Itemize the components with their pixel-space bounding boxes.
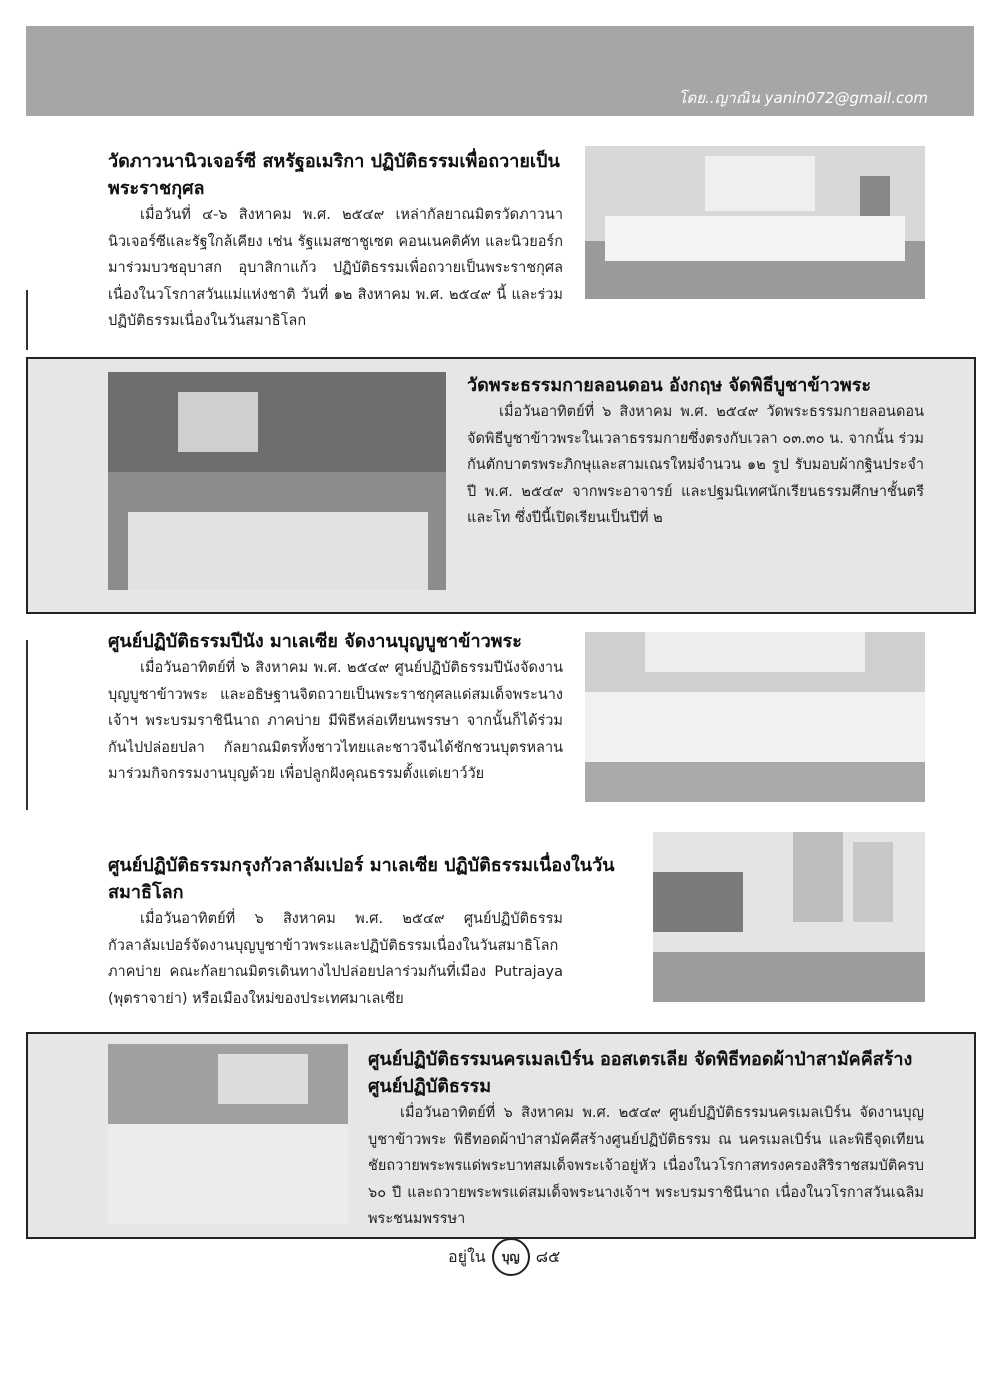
indoor-group-photo bbox=[108, 1044, 348, 1224]
article-melbourne bbox=[368, 1046, 924, 1233]
article-body: เมื่อวันอาทิตย์ที่ ๖ สิงหาคม พ.ศ. ๒๕๔๙ ศูนย์ปฏิบัติธรรมปีนังจัดงานบุญบูชาข้าวพระ และอธิษฐานจิตถวายเป็นพระราชกุศลแด่สมเด็จพระนางเจ้าฯ พระบรมราชินีนาถ ภาคบ่าย มีพิธีหล่อเทียนพรรษา จากนั้นก็ได้ร่วมกันไปปล่อยปลา กัลยาณมิตรทั้งชาวไทยและชาวจีนได้ชักชวนบุตรหลานมาร่วมกิจกรรมงานบุญด้วย เพื่อปลูกฝังคุณธรรมตั้งแต่เยาว์วัย bbox=[108, 660, 563, 782]
article-title: ศูนย์ปฏิบัติธรรมปีนัง มาเลเซีย จัดงานบุญบูชาข้าวพระ bbox=[108, 631, 522, 652]
article-kuala-lumpur bbox=[108, 852, 633, 1012]
article-body: เมื่อวันอาทิตย์ที่ ๖ สิงหาคม พ.ศ. ๒๕๔๙ ศูนย์ปฏิบัติธรรมกัวลาลัมเปอร์จัดงานบุญบูชาข้าวพระและปฏิบัติธรรมเนื่องในวันสมาธิโลก ภาคบ่าย คณะกัลยาณมิตรเดินทางไปปล่อยปลาร่วมกันที่เมือง Putrajaya (พุตราจาย่า) หรือเมืองใหม่ของประเทศมาเลเซีย bbox=[108, 911, 563, 1007]
byline: โดย..ญาณิน yanin072@gmail.com bbox=[678, 89, 928, 107]
margin-rule bbox=[26, 640, 28, 810]
margin-rule bbox=[26, 290, 28, 350]
footer bbox=[448, 1238, 560, 1276]
outdoor-group-photo bbox=[653, 832, 925, 1002]
article-london bbox=[467, 372, 924, 532]
article-title: วัดพระธรรมกายลอนดอน อังกฤษ จัดพิธีบูชาข้าวพระ bbox=[467, 375, 872, 396]
article-title: ศูนย์ปฏิบัติธรรมกรุงกัวลาลัมเปอร์ มาเลเซีย ปฏิบัติธรรมเนื่องในวันสมาธิโลก bbox=[108, 855, 615, 903]
article-new-jersey bbox=[108, 148, 563, 335]
magazine-logo: บุญ bbox=[492, 1238, 530, 1276]
magazine-name: อยู่ใน bbox=[448, 1246, 486, 1266]
ceremony-photo bbox=[108, 372, 446, 590]
group-photo bbox=[585, 146, 925, 299]
group-photo bbox=[585, 632, 925, 802]
article-body: เมื่อวันอาทิตย์ที่ ๖ สิงหาคม พ.ศ. ๒๕๔๙ วัดพระธรรมกายลอนดอน จัดพิธีบูชาข้าวพระในเวลาธรรมกายซึ่งตรงกับเวลา ๐๓.๓๐ น. จากนั้น ร่วมกันตักบาตรพระภิกษุและสามเณรใหม่จำนวน ๑๒ รูป รับมอบผ้ากฐินประจำปี พ.ศ. ๒๕๔๙ จากพระอาจารย์ และปฐมนิเทศนักเรียนธรรมศึกษาชั้นตรีและโท ซึ่งปีนี้เปิดเรียนเป็นปีที่ ๒ bbox=[467, 404, 924, 526]
page-number: ๘๕ bbox=[535, 1246, 561, 1266]
article-title: ศูนย์ปฏิบัติธรรมนครเมลเบิร์น ออสเตรเลีย จัดพิธีทอดผ้าป่าสามัคคีสร้างศูนย์ปฏิบัติธรรม bbox=[368, 1049, 913, 1097]
article-body: เมื่อวันอาทิตย์ที่ ๖ สิงหาคม พ.ศ. ๒๕๔๙ ศูนย์ปฏิบัติธรรมนครเมลเบิร์น จัดงานบุญบูชาข้าวพระ พิธีทอดผ้าป่าสามัคคีสร้างศูนย์ปฏิบัติธรรม ณ นครเมลเบิร์น และพิธีจุดเทียนชัยถวายพระพรแด่พระบาทสมเด็จพระเจ้าอยู่หัว เนื่องในวโรกาสทรงครองสิริราชสมบัติครบ ๖๐ ปี และถวายพระพรแด่สมเด็จพระนางเจ้าฯ พระบรมราชินีนาถ เนื่องในวโรกาสวันเฉลิมพระชนมพรรษา bbox=[368, 1105, 924, 1227]
article-penang bbox=[108, 628, 563, 788]
article-body: เมื่อวันที่ ๔-๖ สิงหาคม พ.ศ. ๒๕๔๙ เหล่ากัลยาณมิตรวัดภาวนานิวเจอร์ซีและรัฐใกล้เคียง เช่น รัฐแมสซาชูเซต คอนเนคติคัท และนิวยอร์ก มาร่วมบวชอุบาสก อุบาสิกาแก้ว ปฏิบัติธรรมเพื่อถวายเป็นพระราชกุศล เนื่องในวโรกาสวันแม่แห่งชาติ วันที่ ๑๒ สิงหาคม พ.ศ. ๒๕๔๙ นี้ และร่วมปฏิบัติธรรมเนื่องในวันสมาธิโลก bbox=[108, 207, 563, 329]
article-title: วัดภาวนานิวเจอร์ซี สหรัฐอเมริกา ปฏิบัติธรรมเพื่อถวายเป็นพระราชกุศล bbox=[108, 151, 560, 199]
